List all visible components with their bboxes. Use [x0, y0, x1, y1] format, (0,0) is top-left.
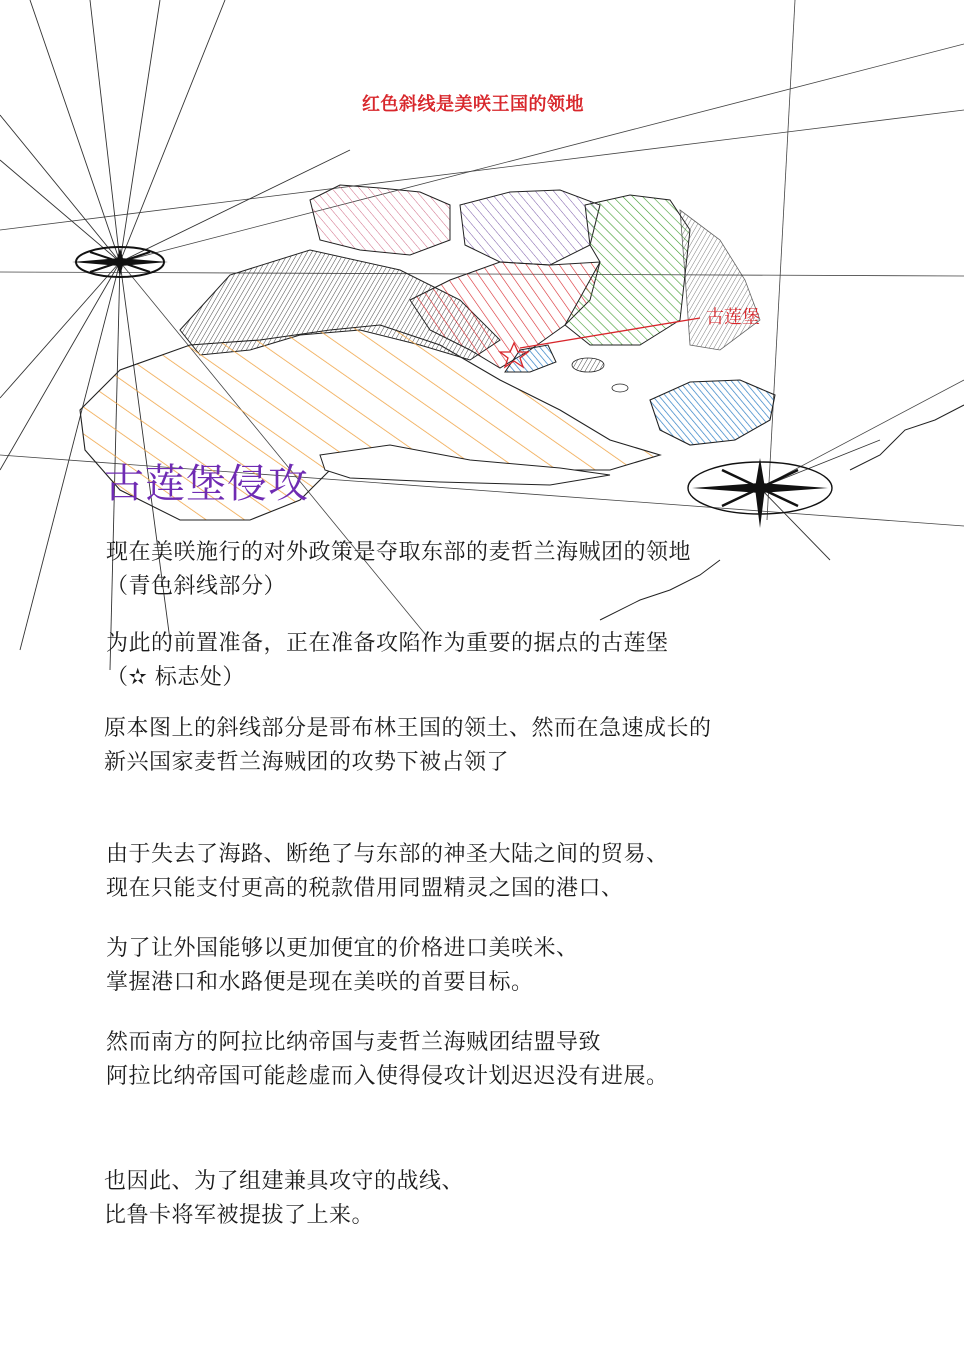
paragraph-general — [104, 1165, 464, 1233]
text-line: 也因此、为了组建兼具攻守的战线、 — [104, 1169, 465, 1194]
paragraph-alliance — [106, 1026, 669, 1094]
paragraph-trade — [106, 838, 669, 906]
paragraph-preparation — [106, 627, 669, 695]
text-line: 为了让外国能够以更加便宜的价格进口美咲米、 — [106, 936, 579, 961]
text-line: 阿拉比纳帝国可能趁虚而入使得侵攻计划迟迟没有进展。 — [106, 1064, 669, 1089]
text-line: 掌握港口和水路便是现在美咲的首要目标。 — [106, 970, 534, 995]
text-line: 现在只能支付更高的税款借用同盟精灵之国的港口、 — [106, 876, 624, 901]
text-line: 然而南方的阿拉比纳帝国与麦哲兰海贼团结盟导致 — [106, 1030, 602, 1055]
text-line: 比鲁卡将军被提拔了上来。 — [104, 1203, 375, 1228]
text-line: 现在美咲施行的对外政策是夺取东部的麦哲兰海贼团的领地 — [106, 540, 692, 565]
compass-rose-icon — [72, 247, 168, 277]
text-line: 原本图上的斜线部分是哥布林王国的领土、然而在急速成长的 — [104, 716, 712, 741]
map-legend-title: 红色斜线是美咲王国的领地 — [362, 94, 584, 115]
paragraph-history — [104, 712, 712, 780]
text-line: （✫ 标志处） — [106, 665, 245, 690]
text-line: 由于失去了海路、断绝了与东部的神圣大陆之间的贸易、 — [106, 842, 669, 867]
castle-marker-label: 古莲堡 — [706, 307, 760, 328]
paragraph-goal — [106, 932, 579, 1000]
text-line: 为此的前置准备，正在准备攻陷作为重要的据点的古莲堡 — [106, 631, 669, 656]
paragraph-policy — [106, 536, 691, 604]
page-title: 古莲堡侵攻 — [104, 461, 309, 507]
text-line: 新兴国家麦哲兰海贼团的攻势下被占领了 — [104, 750, 510, 775]
compass-rose-icon — [688, 458, 832, 528]
text-line: （青色斜线部分） — [106, 574, 287, 599]
